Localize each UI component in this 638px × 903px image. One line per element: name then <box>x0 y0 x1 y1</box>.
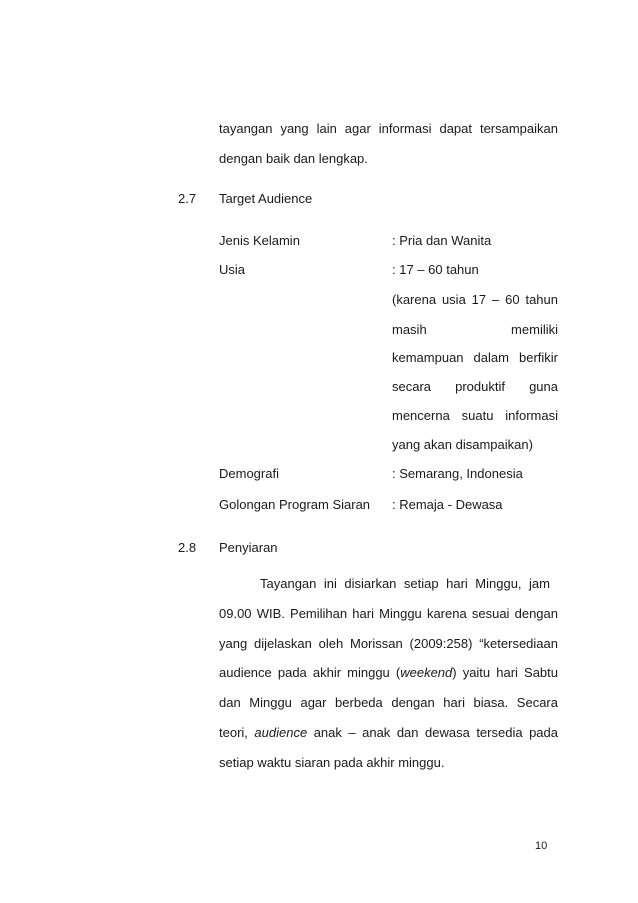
penyiaran-line-7: setiap waktu siaran pada akhir minggu. <box>219 755 445 770</box>
value-golongan-program: : Remaja - Dewasa <box>392 497 503 512</box>
penyiaran-line-4-b: ) yaitu hari Sabtu <box>452 665 558 680</box>
usia-note-line-1: (karena usia 17 – 60 tahun <box>392 292 558 307</box>
section-number-target: 2.7 <box>178 191 197 206</box>
penyiaran-line-6-b: anak – anak dan dewasa tersedia pada <box>307 725 558 740</box>
value-usia: : 17 – 60 tahun <box>392 262 479 277</box>
section-title-target: Target Audience <box>219 191 313 206</box>
usia-note-line-2: masih memiliki <box>392 322 558 337</box>
section-title-penyiaran: Penyiaran <box>219 540 278 555</box>
penyiaran-line-4 <box>219 665 558 681</box>
intro-line-1: tayangan yang lain agar informasi dapat tersampaikan <box>219 121 558 136</box>
penyiaran-line-1: Tayangan ini disiarkan setiap hari Minggu, jam <box>260 576 550 591</box>
value-demografi: : Semarang, Indonesia <box>392 466 523 481</box>
penyiaran-line-3: yang dijelaskan oleh Morissan (2009:258) “ketersediaan <box>219 636 558 651</box>
label-demografi: Demografi <box>219 466 279 481</box>
usia-note-line-3: kemampuan dalam berfikir <box>392 350 558 365</box>
value-jenis-kelamin: : Pria dan Wanita <box>392 233 492 248</box>
label-usia: Usia <box>219 262 246 277</box>
intro-line-2: dengan baik dan lengkap. <box>219 151 368 166</box>
usia-note-line-5: mencerna suatu informasi <box>392 408 558 423</box>
penyiaran-line-2: 09.00 WIB. Pemilihan hari Minggu karena sesuai dengan <box>219 606 558 621</box>
page-number: 10 <box>535 840 548 852</box>
weekend-term: weekend <box>400 665 453 680</box>
audience-term: audience <box>254 725 308 740</box>
penyiaran-line-6 <box>219 725 558 741</box>
usia-note-line-6: yang akan disampaikan) <box>392 437 533 452</box>
label-golongan-program: Golongan Program Siaran <box>219 497 371 512</box>
label-jenis-kelamin: Jenis Kelamin <box>219 233 300 248</box>
usia-note-line-4: secara produktif guna <box>392 379 558 394</box>
penyiaran-line-5: dan Minggu agar berbeda dengan hari biasa. Secara <box>219 695 558 710</box>
penyiaran-line-4-a: audience pada akhir minggu ( <box>219 665 401 680</box>
penyiaran-line-6-a: teori, <box>219 725 255 740</box>
section-number-penyiaran: 2.8 <box>178 540 197 555</box>
